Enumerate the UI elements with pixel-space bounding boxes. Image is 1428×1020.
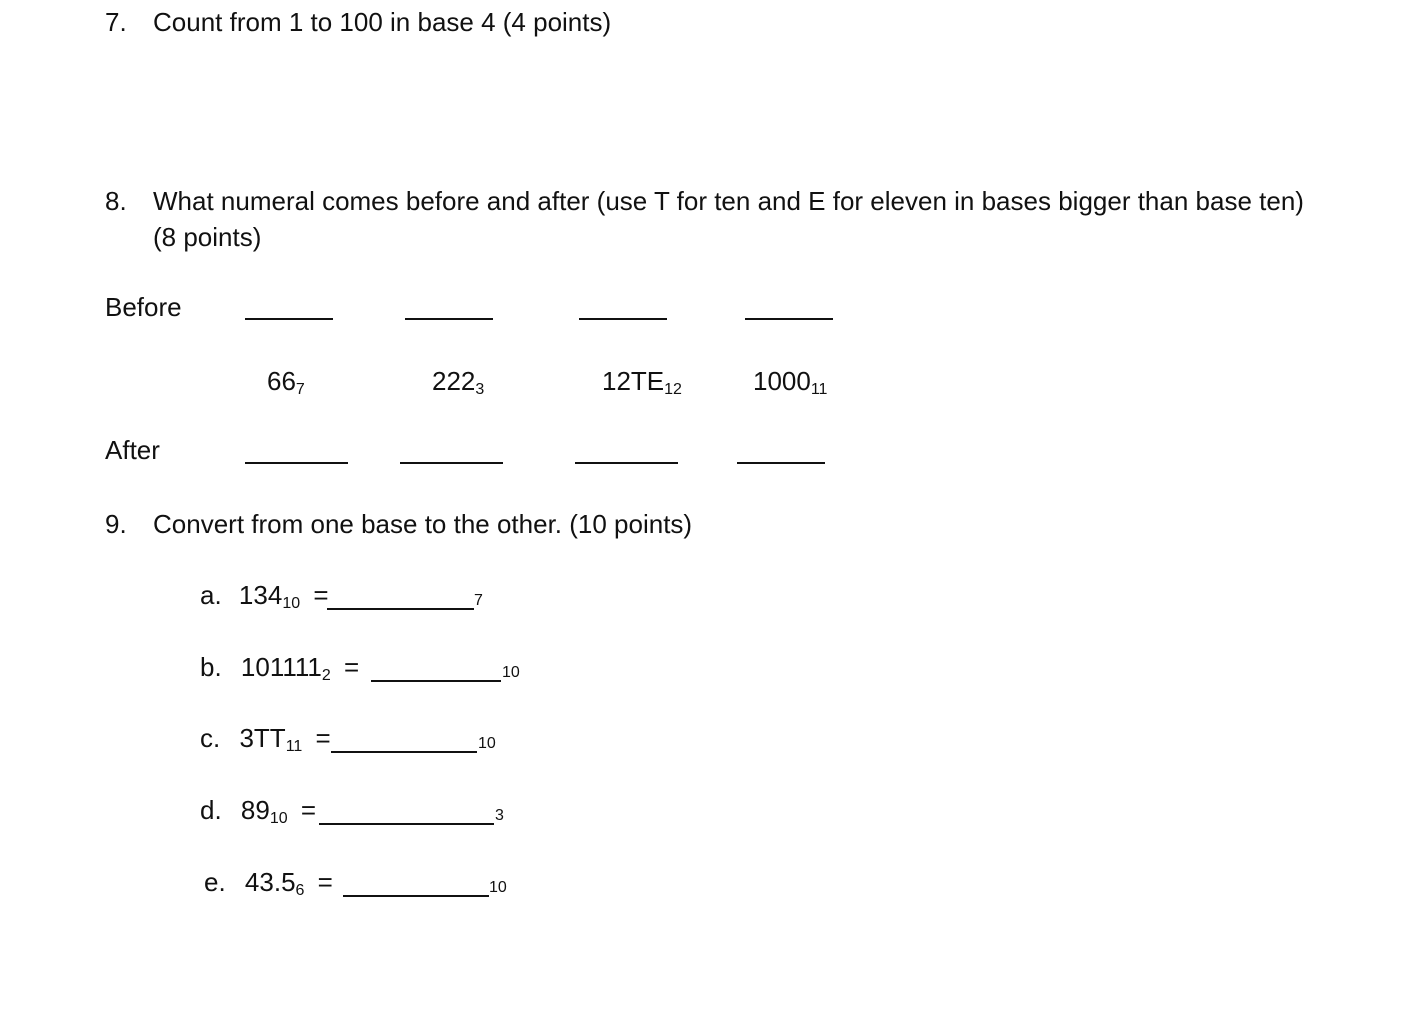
question-9-number: 9. — [105, 509, 127, 539]
item-b-answer-blank[interactable] — [371, 680, 501, 682]
after-blank-2[interactable] — [400, 462, 503, 464]
item-d-value: 89 — [240, 795, 270, 825]
convert-item-c: c. 3TT11 = — [200, 723, 331, 755]
question-8-points: (8 points) — [153, 222, 262, 252]
question-7-number: 7. — [105, 7, 127, 37]
numeral-3-base: 12 — [664, 381, 682, 398]
item-a-to-base: 7 — [474, 592, 483, 609]
item-b-from-base: 2 — [321, 667, 331, 684]
numeral-2-base: 3 — [475, 381, 485, 398]
item-d-answer-blank[interactable] — [319, 823, 494, 825]
item-d-letter: d. — [200, 795, 222, 825]
numeral-4: 100011 — [753, 366, 828, 398]
item-b-value: 101111 — [240, 652, 322, 682]
after-label: After — [105, 435, 160, 465]
convert-item-a: a. 13410 = — [200, 580, 329, 612]
before-blank-2[interactable] — [405, 318, 493, 320]
item-a-letter: a. — [200, 580, 222, 610]
convert-item-e: e. 43.56 = — [204, 867, 333, 899]
item-a-from-base: 10 — [282, 595, 301, 612]
before-blank-1[interactable] — [245, 318, 333, 320]
item-c-letter: c. — [200, 723, 221, 753]
question-8-text: What numeral comes before and after (use T for ten and E for eleven in bases bigger than base ten) — [153, 186, 1304, 216]
question-9 — [105, 506, 693, 542]
item-e-value: 43.5 — [244, 867, 296, 897]
before-blank-3[interactable] — [579, 318, 667, 320]
item-e-answer-blank[interactable] — [343, 895, 489, 897]
item-e-letter: e. — [204, 867, 226, 897]
before-blank-4[interactable] — [745, 318, 833, 320]
item-a-answer-blank[interactable] — [327, 608, 474, 610]
numeral-1-base: 7 — [295, 381, 305, 398]
question-7-text: Count from 1 to 100 in base 4 (4 points) — [153, 7, 612, 37]
numeral-1: 667 — [267, 366, 305, 398]
before-label: Before — [105, 292, 182, 322]
numeral-4-base: 11 — [810, 381, 828, 398]
item-b-letter: b. — [200, 652, 222, 682]
question-9-text: Convert from one base to the other. (10 points) — [153, 509, 693, 539]
question-8-number: 8. — [105, 186, 127, 216]
item-e-to-base: 10 — [489, 879, 507, 896]
numeral-2: 2223 — [432, 366, 485, 398]
item-c-value: 3TT — [239, 723, 286, 753]
question-7 — [105, 4, 612, 40]
item-a-value: 134 — [238, 580, 283, 610]
item-c-from-base: 11 — [285, 738, 303, 755]
item-c-to-base: 10 — [478, 735, 496, 752]
numeral-3: 12TE12 — [602, 366, 682, 398]
convert-item-b: b. 1011112 = — [200, 652, 360, 684]
item-c-answer-blank[interactable] — [331, 751, 477, 753]
item-e-from-base: 6 — [295, 882, 305, 899]
after-blank-1[interactable] — [245, 462, 348, 464]
item-d-from-base: 10 — [269, 810, 288, 827]
item-d-to-base: 3 — [495, 807, 504, 824]
convert-item-d: d. 8910 = — [200, 795, 317, 827]
item-b-to-base: 10 — [502, 664, 520, 681]
question-8 — [105, 183, 1304, 219]
after-blank-3[interactable] — [575, 462, 678, 464]
after-blank-4[interactable] — [737, 462, 825, 464]
